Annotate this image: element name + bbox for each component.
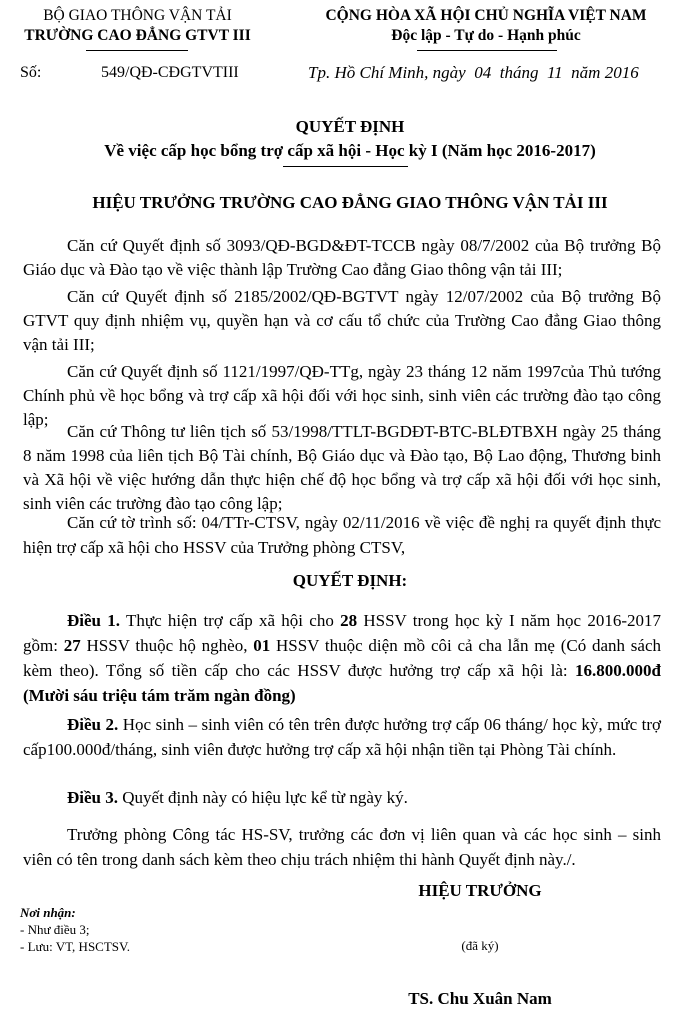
national-motto: Độc lập - Tự do - Hạnh phúc <box>391 27 581 44</box>
document-number-label: Số: <box>20 64 42 81</box>
title-rule <box>283 166 408 167</box>
nation-name: CỘNG HÒA XÃ HỘI CHỦ NGHĨA VIỆT NAM <box>325 7 647 24</box>
article-1-label: Điều 1. <box>67 611 121 630</box>
recipient-item: - Lưu: VT, HSCTSV. <box>20 939 130 954</box>
article-3-label: Điều 3. <box>67 788 118 807</box>
total-amount: 16.800.000đ <box>575 661 661 680</box>
article-1: Điều 1. Thực hiện trợ cấp xã hội cho 28 HSSV trong học kỳ I năm học 2016-2017 gồm: 27 HSSV thuộc hộ nghèo, 01 HSSV thuộc diện mồ côi cả cha lẫn mẹ (Có danh sách kèm theo). Tổng số tiền cấp cho các HSSV được hưởng trợ cấp xã hội là: 16.800.000đ (Mười sáu triệu tám trăm ngàn đồng) <box>23 611 661 705</box>
ministry-name: BỘ GIAO THÔNG VẬN TẢI <box>43 7 232 24</box>
amount-in-words: (Mười sáu triệu tám trăm ngàn đồng) <box>23 686 296 705</box>
recipient-item: - Như điều 3; <box>20 922 90 937</box>
article-2: Điều 2. Học sinh – sinh viên có tên trên được hưởng trợ cấp 06 tháng/ học kỳ, mức trợ cấp100.000đ/tháng, sinh viên được hưởng trợ cấp xã hội nhận tiền tại Phòng Tài chính. <box>23 715 662 759</box>
school-name: TRƯỜNG CAO ĐẲNG GTVT III <box>24 27 251 44</box>
signer-role: HIỆU TRƯỞNG <box>418 881 542 900</box>
recipients-label: Nơi nhận: <box>20 905 76 920</box>
decision-heading: QUYẾT ĐỊNH: <box>292 571 408 590</box>
basis-paragraph: Căn cứ Thông tư liên tịch số 53/1998/TTLT-BGDĐT-BTC-BLĐTBXH ngày 25 tháng 8 năm 1998 của liên tịch Bộ Tài chính, Bộ Giáo dục và Đào tạo, Bộ Lao động, Thương binh và Xã hội về việc hướng dẫn thực hiện chế độ học bổng và trợ cấp xã hội đối với học sinh, sinh viên các trường đào tạo công lập; <box>23 422 661 513</box>
basis-paragraph: Căn cứ Quyết định số 1121/1997/QĐ-TTg, ngày 23 tháng 12 năm 1997của Thủ tướng Chính phủ về học bổng và trợ cấp xã hội đối với học sinh, sinh viên các trường đào tạo công lập; <box>23 362 661 429</box>
header-right-rule <box>417 50 557 51</box>
closing-paragraph: Trưởng phòng Công tác HS-SV, trưởng các đơn vị liên quan và các học sinh – sinh viên có tên trong danh sách kèm theo chịu trách nhiệm thi hành Quyết định này./. <box>23 825 661 869</box>
basis-paragraph: Căn cứ Quyết định số 2185/2002/QĐ-BGTVT ngày 12/07/2002 của Bộ trưởng Bộ GTVT quy định nhiệm vụ, quyền hạn và cơ cấu tổ chức của Trường Cao đẳng Giao thông vận tải III; <box>23 287 661 354</box>
issuing-authority: HIỆU TRƯỞNG TRƯỜNG CAO ĐẲNG GIAO THÔNG VẬN TẢI III <box>92 193 608 212</box>
header-left-rule <box>86 50 188 51</box>
basis-paragraph: Căn cứ Quyết định số 3093/QĐ-BGD&ĐT-TCCB ngày 08/7/2002 của Bộ trưởng Bộ Giáo dục và Đào tạo về việc thành lập Trường Cao đẳng Giao thông vận tải III; <box>23 236 661 279</box>
document-subject: Về việc cấp học bổng trợ cấp xã hội - Học kỳ I (Năm học 2016-2017) <box>104 141 596 160</box>
article-2-label: Điều 2. <box>67 715 119 734</box>
article-3: Điều 3. Quyết định này có hiệu lực kể từ ngày ký. <box>67 788 408 807</box>
place-and-date: Tp. Hồ Chí Minh, ngày 04 tháng 11 năm 2016 <box>308 63 639 82</box>
signed-note: (đã ký) <box>461 938 499 953</box>
signer-name: TS. Chu Xuân Nam <box>408 989 552 1008</box>
basis-paragraph: Căn cứ tờ trình số: 04/TTr-CTSV, ngày 02/11/2016 về việc đề nghị ra quyết định thực hiện trợ cấp xã hội cho HSSV của Trưởng phòng CTSV, <box>23 513 661 557</box>
document-number: 549/QĐ-CĐGTVTIII <box>101 64 239 81</box>
document-title: QUYẾT ĐỊNH <box>295 117 405 136</box>
